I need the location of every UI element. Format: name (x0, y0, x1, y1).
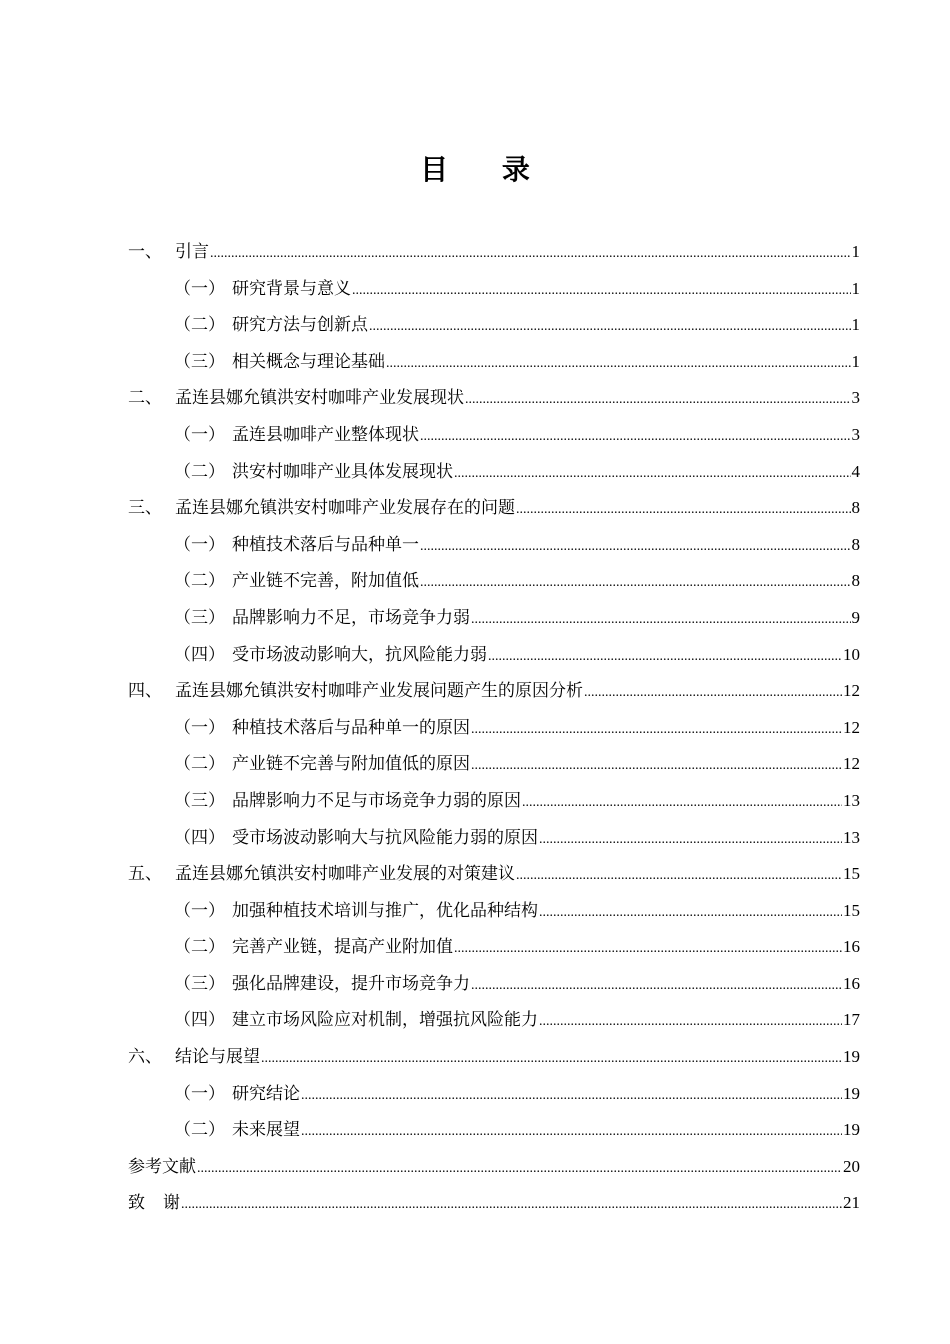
toc-entry-title: 品牌影响力不足，市场竞争力弱 (232, 607, 470, 628)
toc-dot-leader (420, 565, 851, 602)
toc-dot-leader (516, 858, 842, 895)
toc-entry-page-number: 19 (843, 1083, 860, 1103)
toc-entry-page-number: 8 (851, 571, 860, 591)
toc-entry-number: 六、 (128, 1047, 162, 1068)
toc-entry-number: （一） (174, 424, 225, 445)
toc-dot-leader (539, 1004, 842, 1041)
toc-entry-title: 未来展望 (232, 1120, 300, 1141)
toc-entry-number: （二） (174, 754, 225, 775)
toc-entry[interactable] (128, 271, 860, 308)
toc-dot-leader (454, 456, 851, 493)
toc-entry-page-number: 19 (843, 1120, 860, 1140)
toc-entry-page-number: 1 (851, 315, 860, 335)
toc-entry-page-number: 16 (843, 937, 860, 957)
toc-entry-page-number: 1 (851, 242, 860, 261)
toc-entry-title: 种植技术落后与品种单一 (232, 534, 419, 555)
toc-dot-leader (369, 309, 851, 346)
toc-entry[interactable] (128, 527, 860, 564)
toc-entry-number: （二） (174, 571, 225, 592)
toc-dot-leader (210, 236, 851, 273)
toc-entry-title: 孟连县咖啡产业整体现状 (232, 424, 419, 445)
toc-entry[interactable] (128, 637, 860, 674)
toc-entry-page-number: 10 (843, 644, 860, 664)
toc-entry-page-number: 9 (851, 607, 860, 627)
toc-entry-title: 受市场波动影响大与抗风险能力弱的原因 (232, 827, 538, 848)
toc-dot-leader (471, 712, 842, 749)
toc-entry-number: 致 (128, 1193, 155, 1214)
toc-entry[interactable] (128, 856, 860, 893)
toc-entry-number: （四） (174, 1010, 225, 1031)
toc-entry-number: 三、 (128, 498, 162, 519)
toc-dot-leader (420, 419, 851, 456)
toc-entry-title: 加强种植技术培训与推广，优化品种结构 (232, 900, 538, 921)
toc-entry[interactable] (128, 929, 860, 966)
toc-entry-title: 孟连县娜允镇洪安村咖啡产业发展问题产生的原因分析 (175, 681, 583, 702)
toc-entry-number: （二） (174, 315, 225, 336)
toc-entry-number: 一、 (128, 242, 162, 262)
toc-entry-page-number: 12 (843, 681, 860, 701)
toc-entry-title: 研究方法与创新点 (232, 315, 368, 336)
toc-dot-leader (488, 639, 842, 676)
toc-entry[interactable] (128, 1076, 860, 1113)
toc-entry-page-number: 12 (843, 754, 860, 774)
toc-entry[interactable] (128, 1149, 860, 1186)
toc-entry-number: （一） (174, 534, 225, 555)
toc-dot-leader (465, 382, 851, 419)
toc-entry-page-number: 8 (851, 498, 860, 518)
toc-entry-number: （一） (174, 278, 225, 299)
table-of-contents (128, 234, 860, 1222)
toc-entry-number: 五、 (128, 864, 162, 885)
toc-dot-leader (197, 1151, 842, 1188)
toc-dot-leader (522, 785, 842, 822)
toc-dot-leader (261, 1041, 842, 1078)
toc-entry-number: 二、 (128, 388, 162, 409)
toc-entry-number: （三） (174, 790, 225, 811)
toc-entry-page-number: 19 (843, 1047, 860, 1067)
toc-entry-page-number: 1 (851, 351, 860, 371)
toc-entry-title: 孟连县娜允镇洪安村咖啡产业发展现状 (175, 388, 464, 409)
toc-entry-title: 产业链不完善与附加值低的原因 (232, 754, 470, 775)
toc-entry[interactable] (128, 966, 860, 1003)
page-title: 目 录 (420, 153, 552, 186)
toc-entry-page-number: 15 (843, 864, 860, 884)
toc-entry-number: （二） (174, 461, 225, 482)
toc-dot-leader (420, 529, 851, 566)
toc-entry-page-number: 15 (843, 900, 860, 920)
toc-dot-leader (471, 748, 842, 785)
toc-entry-title: 种植技术落后与品种单一的原因 (232, 717, 470, 738)
toc-entry[interactable] (128, 380, 860, 417)
toc-entry[interactable] (128, 1039, 860, 1076)
toc-entry-page-number: 8 (851, 534, 860, 554)
toc-entry-number: （二） (174, 1120, 225, 1141)
toc-dot-leader (539, 895, 842, 932)
toc-entry-number: 四、 (128, 681, 162, 702)
toc-entry-number: （一） (174, 900, 225, 921)
toc-entry-page-number: 3 (851, 388, 860, 408)
toc-entry[interactable] (128, 307, 860, 344)
toc-entry-title: 引言 (175, 242, 209, 262)
toc-dot-leader (301, 1114, 842, 1151)
toc-entry-title: 研究背景与意义 (232, 278, 351, 299)
toc-entry-number: （三） (174, 607, 225, 628)
toc-entry[interactable] (128, 234, 860, 271)
toc-entry[interactable] (128, 746, 860, 783)
toc-entry[interactable] (128, 454, 860, 491)
toc-entry-title: 品牌影响力不足与市场竞争力弱的原因 (232, 790, 521, 811)
toc-entry[interactable] (128, 783, 860, 820)
toc-entry-title: 受市场波动影响大，抗风险能力弱 (232, 644, 487, 665)
toc-entry-number: （一） (174, 1083, 225, 1104)
toc-entry-page-number: 13 (843, 827, 860, 847)
toc-entry-number: （二） (174, 937, 225, 958)
toc-entry-page-number: 13 (843, 790, 860, 810)
toc-entry-title: 相关概念与理论基础 (232, 351, 385, 372)
toc-entry-title: 洪安村咖啡产业具体发展现状 (232, 461, 453, 482)
toc-entry-number: （一） (174, 717, 225, 738)
toc-entry[interactable] (128, 673, 860, 710)
toc-entry-title: 研究结论 (232, 1083, 300, 1104)
toc-entry-title: 参考文献 (128, 1156, 196, 1177)
toc-entry-title: 完善产业链，提高产业附加值 (232, 937, 453, 958)
toc-entry-page-number: 1 (851, 278, 860, 298)
toc-dot-leader (539, 822, 842, 859)
toc-entry[interactable] (128, 820, 860, 857)
toc-entry-title: 孟连县娜允镇洪安村咖啡产业发展的对策建议 (175, 864, 515, 885)
toc-entry-title: 谢 (163, 1193, 180, 1214)
toc-entry-page-number: 21 (843, 1193, 860, 1213)
toc-entry-page-number: 3 (851, 424, 860, 444)
toc-dot-leader (301, 1078, 842, 1115)
toc-entry[interactable] (128, 600, 860, 637)
toc-entry[interactable] (128, 490, 860, 527)
toc-entry-page-number: 20 (843, 1156, 860, 1176)
toc-entry-title: 强化品牌建设，提升市场竞争力 (232, 973, 470, 994)
toc-entry-number: （三） (174, 973, 225, 994)
toc-entry-page-number: 12 (843, 717, 860, 737)
toc-dot-leader (386, 346, 851, 383)
toc-entry-title: 建立市场风险应对机制，增强抗风险能力 (232, 1010, 538, 1031)
toc-entry-number: （四） (174, 644, 225, 665)
toc-entry[interactable] (128, 563, 860, 600)
toc-dot-leader (181, 1187, 842, 1224)
toc-entry[interactable] (128, 710, 860, 747)
toc-entry-number: （三） (174, 351, 225, 372)
toc-entry-number: （四） (174, 827, 225, 848)
toc-dot-leader (454, 931, 842, 968)
toc-entry-page-number: 4 (851, 461, 860, 481)
toc-entry[interactable] (128, 1185, 860, 1222)
toc-entry-page-number: 16 (843, 973, 860, 993)
toc-entry[interactable] (128, 1112, 860, 1149)
toc-dot-leader (471, 602, 851, 639)
toc-dot-leader (584, 675, 842, 712)
toc-entry-page-number: 17 (843, 1010, 860, 1030)
toc-entry[interactable] (128, 344, 860, 381)
toc-entry[interactable] (128, 893, 860, 930)
toc-entry-title: 产业链不完善，附加值低 (232, 571, 419, 592)
toc-entry-title: 结论与展望 (175, 1047, 260, 1068)
toc-dot-leader (471, 968, 842, 1005)
toc-dot-leader (516, 492, 851, 529)
toc-entry-title: 孟连县娜允镇洪安村咖啡产业发展存在的问题 (175, 498, 515, 519)
toc-dot-leader (352, 273, 851, 310)
toc-entry[interactable] (128, 417, 860, 454)
toc-entry[interactable] (128, 1002, 860, 1039)
